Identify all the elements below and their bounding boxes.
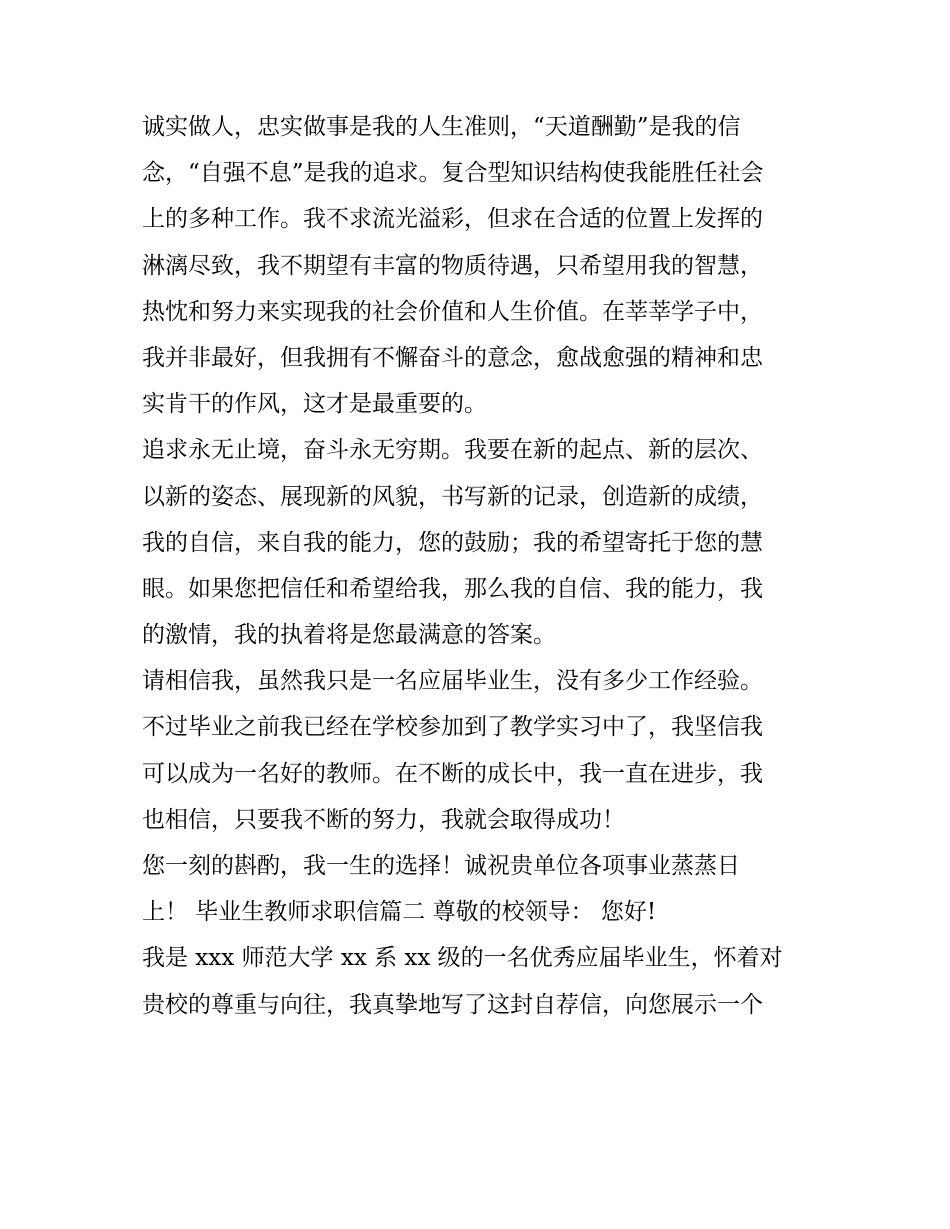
paragraph-closing [142,843,822,935]
text-line: 淋漓尽致，我不期望有丰富的物质待遇，只希望用我的智慧， [142,252,763,279]
paragraph-pursuit [142,427,822,658]
document-body [142,104,822,1028]
text-line: 不过毕业之前我已经在学校参加到了教学实习中了，我坚信我 [142,714,763,741]
paragraph-introduction [142,935,822,1027]
text-line: 我是 xxx 师范大学 xx 系 xx 级的一名优秀应届毕业生，怀着对 [142,945,783,972]
text-line: 我并非最好，但我拥有不懈奋斗的意念，愈战愈强的精神和忠 [142,344,763,371]
text-line: 贵校的尊重与向往，我真挚地写了这封自荐信，向您展示一个 [142,991,763,1018]
paragraph-principles [142,104,822,427]
text-line: 我的自信，来自我的能力，您的鼓励；我的希望寄托于您的慧 [142,529,763,556]
text-line: 可以成为一名好的教师。在不断的成长中，我一直在进步，我 [142,760,763,787]
paragraph-belief [142,658,822,843]
text-line: 实肯干的作风，这才是最重要的。 [142,391,487,418]
text-line: 您一刻的斟酌，我一生的选择！诚祝贵单位各项事业蒸蒸日 [142,853,740,879]
text-line: 上！ 毕业生教师求职信篇二 尊敬的校领导： 您好! [142,899,657,926]
text-line: 以新的姿态、展现新的风貌，书写新的记录，创造新的成绩， [142,483,763,510]
text-line: 眼。如果您把信任和希望给我，那么我的自信、我的能力，我 [142,575,763,602]
text-line: 请相信我，虽然我只是一名应届毕业生，没有多少工作经验。 [142,668,763,695]
text-line: 诚实做人，忠实做事是我的人生准则，“天道酬勤”是我的信 [142,114,741,140]
text-line: 上的多种工作。我不求流光溢彩，但求在合适的位置上发挥的 [142,206,763,233]
text-line: 也相信，只要我不断的努力，我就会取得成功！ [142,806,625,833]
text-line: 追求永无止境，奋斗永无穷期。我要在新的起点、新的层次、 [142,437,763,464]
text-line: 热忱和努力来实现我的社会价值和人生价值。在莘莘学子中， [142,298,763,325]
text-line: 的激情，我的执着将是您最满意的答案。 [142,622,556,649]
text-line: 念，“自强不息”是我的追求。复合型知识结构使我能胜任社会 [142,160,764,187]
